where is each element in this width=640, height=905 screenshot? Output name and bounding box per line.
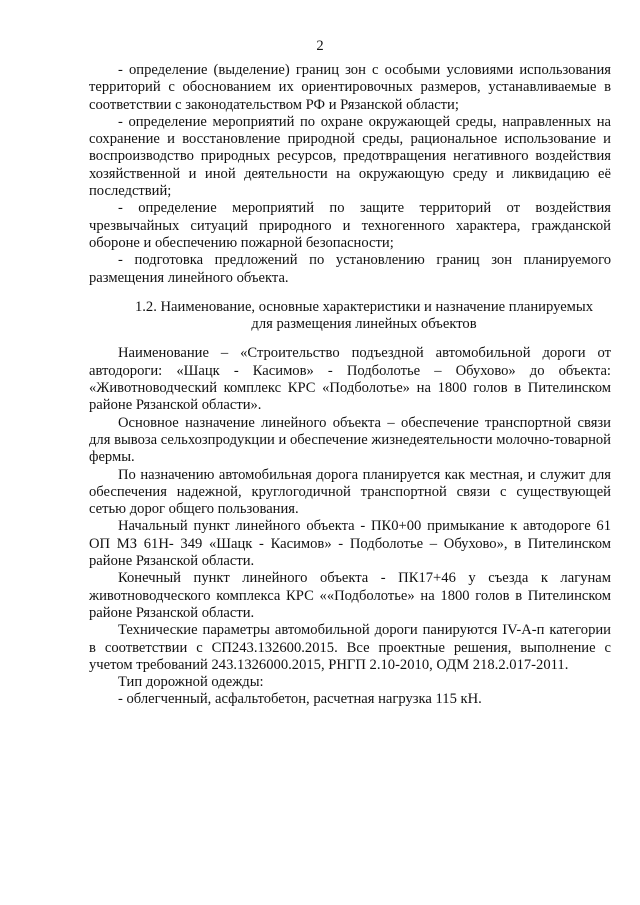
bullet-zone-boundaries: - определение (выделение) границ зон с особыми условиями использования территорий с обоснованием их ориентировочных размеров, устанавливаемые в соответствии с законодательством РФ и Рязанской области; (89, 62, 611, 113)
paragraph-purpose: Основное назначение линейного объекта – обеспечение транспортной связи для вывоза сельхозпродукции и обеспечение жизнедеятельности молочно-товарной фермы. (89, 414, 611, 466)
paragraph-pavement-type: Тип дорожной одежды: (118, 674, 264, 691)
paragraph-end-point: Конечный пункт линейного объекта - ПК17+46 у съезда к лагунам животноводческого комплекса КРС ««Подболотье» на 1800 голов в Пителинском районе Рязанской области. (89, 570, 611, 621)
paragraph-name: Наименование – «Строительство подъездной автомобильной дороги от автодороги: «Шацк - Касимов» - Подболотье – Обухово» до объекта: «Животноводческий комплекс КРС «Подболотье» на 1800 голов в Пителинском районе Рязанской области». (89, 345, 611, 414)
bullet-environment-protection: - определение мероприятий по охране окружающей среды, направленных на сохранение и восстановление природной среды, рациональное использование и воспроизводство природных ресурсов, предотвращения негативного воздействия хозяйственной и иной деятельности на окружающую среду и ликвидацию её последствий; (89, 113, 611, 200)
paragraph-technical-parameters: Технические параметры автомобильной дороги панируются IV-А-п категории в соответствии с СП243.132600.2015. Все проектные решения, выполнение с учетом требований 243.1326000.2015, РНГП 2.10-2010, ОДМ 218.2.017-2011. (89, 622, 611, 673)
section-heading (89, 299, 611, 334)
paragraph-road-type: По назначению автомобильная дорога планируется как местная, и служит для обеспечения надежной, круглогодичной транспортной связи с существующей сетью дорог общего пользования. (89, 466, 611, 518)
page-number: 2 (316, 38, 324, 54)
bullet-emergency-protection: - определение мероприятий по защите территорий от воздействия чрезвычайных ситуаций природного и техногенного характера, гражданской обороне и обеспечению пожарной безопасности; (89, 200, 611, 251)
paragraph-pavement-details: - облегченный, асфальтобетон, расчетная нагрузка 115 кН. (118, 691, 482, 708)
paragraph-start-point: Начальный пункт линейного объекта - ПК0+00 примыкание к автодороге 61 ОП МЗ 61Н- 349 «Шацк - Касимов» - Подболотье – Обухово», в Пителинском районе Рязанской области. (89, 518, 611, 570)
document-body (89, 62, 611, 709)
section-heading-line-1: 1.2. Наименование, основные характеристики и назначение планируемых (134, 298, 594, 315)
section-heading-line-2: для размещения линейных объектов (251, 316, 477, 333)
bullet-placement-proposals: - подготовка предложений по установлению границ зон планируемого размещения линейного объекта. (89, 252, 611, 286)
